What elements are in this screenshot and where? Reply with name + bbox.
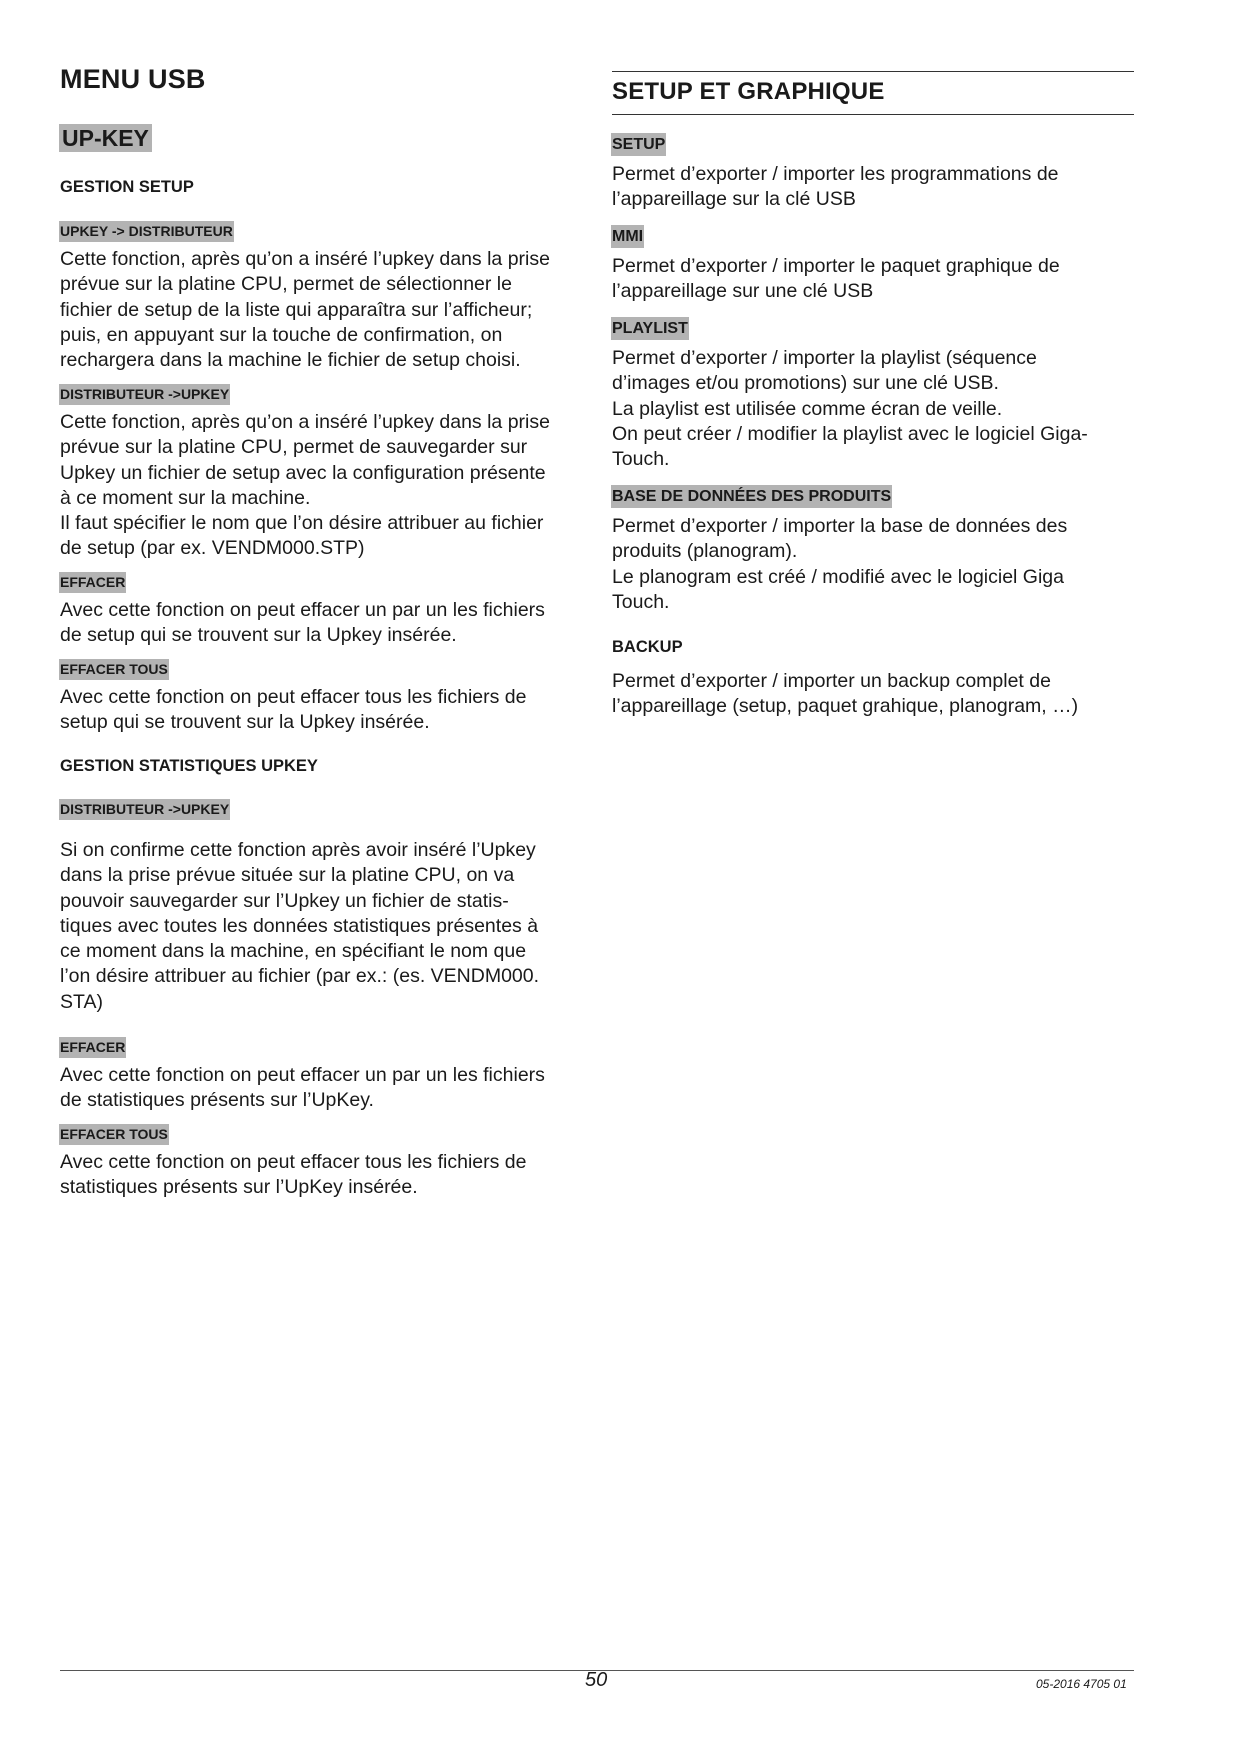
tag-mmi: MMI (611, 225, 644, 248)
paragraph-effacer-tous (60, 685, 588, 736)
text-line: Avec cette fonction on peut effacer tous les fichiers de (60, 686, 527, 708)
text-line: STA) (60, 990, 103, 1013)
paragraph-distributeur-upkey-stats (60, 838, 588, 1015)
text-line: produits (planogram). (612, 540, 798, 563)
tag-setup: SETUP (611, 133, 666, 156)
subheading-gestion-statistiques: GESTION STATISTIQUES UPKEY (60, 757, 318, 775)
document-code: 05-2016 4705 01 (1036, 1677, 1127, 1691)
text-line: ce moment dans la machine, en spécifiant le nom que (60, 940, 527, 963)
text-line: l’appareillage sur la clé USB (612, 188, 856, 211)
tag-distributeur-upkey: DISTRIBUTEUR ->UPKEY (59, 384, 230, 405)
text-line: prévue sur la platine CPU, permet de sauvegarder sur (60, 436, 528, 459)
heading-rule-top (612, 71, 1134, 72)
text-line: à ce moment sur la machine. (60, 486, 311, 509)
paragraph-distributeur-upkey (60, 410, 588, 562)
tag-distributeur-upkey-stats: DISTRIBUTEUR ->UPKEY (59, 799, 230, 820)
text-line: Permet d’exporter / importer la base de données des (612, 515, 1068, 537)
text-line: Avec cette fonction on peut effacer un par un les fichiers (60, 599, 545, 621)
text-line: Permet d’exporter / importer le paquet graphique de (612, 255, 1060, 277)
text-line: Permet d’exporter / importer un backup complet de (612, 670, 1051, 692)
text-line: prévue sur la platine CPU, permet de sélectionner le (60, 273, 512, 296)
heading-rule-bottom (612, 114, 1134, 115)
paragraph-effacer-tous-stats (60, 1150, 588, 1201)
paragraph-base-donnees (612, 514, 1134, 615)
text-line: La playlist est utilisée comme écran de veille. (612, 397, 1003, 420)
text-line: On peut créer / modifier la playlist avec le logiciel Giga- (612, 422, 1088, 445)
text-line: Avec cette fonction on peut effacer tous les fichiers de (60, 1151, 527, 1173)
text-line: Permet d’exporter / importer la playlist (séquence (612, 347, 1037, 369)
text-line: Il faut spécifier le nom que l’on désire attribuer au fichier (60, 512, 544, 535)
text-line: Cette fonction, après qu’on a inséré l’upkey dans la prise (60, 248, 550, 270)
text-line: pouvoir sauvegarder sur l’Upkey un fichier de statis- (60, 889, 509, 912)
paragraph-effacer (60, 598, 588, 649)
section-heading-setup-graphique: SETUP ET GRAPHIQUE (612, 78, 885, 105)
text-line: l’on désire attribuer au fichier (par ex.: (es. VENDM000. (60, 965, 540, 988)
text-line: statistiques présents sur l’UpKey insérée. (60, 1176, 418, 1199)
tag-effacer-stats: EFFACER (59, 1037, 126, 1058)
paragraph-playlist (612, 346, 1134, 472)
text-line: Si on confirme cette fonction après avoir inséré l’Upkey (60, 839, 536, 861)
tag-base-donnees: BASE DE DONNÉES DES PRODUITS (611, 485, 892, 508)
text-line: Touch. (612, 448, 670, 471)
text-line: de setup (par ex. VENDM000.STP) (60, 537, 365, 560)
text-line: Avec cette fonction on peut effacer un par un les fichiers (60, 1064, 545, 1086)
page-title: MENU USB (60, 64, 206, 94)
text-line: Le planogram est créé / modifié avec le logiciel Giga (612, 565, 1064, 588)
text-line: d’images et/ou promotions) sur une clé USB. (612, 372, 999, 395)
paragraph-effacer-stats (60, 1063, 588, 1114)
tag-effacer-tous-stats: EFFACER TOUS (59, 1124, 169, 1145)
paragraph-setup (612, 162, 1134, 213)
text-line: puis, en appuyant sur la touche de confirmation, on (60, 323, 503, 346)
text-line: fichier de setup de la liste qui apparaîtra sur l’afficheur; (60, 298, 533, 321)
text-line: de statistiques présents sur l’UpKey. (60, 1089, 374, 1112)
text-line: Touch. (612, 590, 670, 613)
tag-effacer-tous: EFFACER TOUS (59, 659, 169, 680)
text-line: de setup qui se trouvent sur la Upkey insérée. (60, 624, 457, 647)
tag-effacer: EFFACER (59, 572, 126, 593)
tag-upkey-distributeur: UPKEY -> DISTRIBUTEUR (59, 221, 234, 242)
text-line: Permet d’exporter / importer les programmations de (612, 163, 1059, 185)
text-line: rechargera dans la machine le fichier de setup choisi. (60, 349, 521, 372)
subheading-gestion-setup: GESTION SETUP (60, 178, 194, 196)
paragraph-upkey-distributeur (60, 247, 588, 373)
text-line: setup qui se trouvent sur la Upkey insérée. (60, 711, 430, 734)
paragraph-backup (612, 669, 1134, 720)
text-line: l’appareillage sur une clé USB (612, 280, 874, 303)
page-number: 50 (585, 1669, 608, 1691)
text-line: Upkey un fichier de setup avec la configuration présente (60, 461, 546, 484)
text-line: tiques avec toutes les données statistiques présentes à (60, 914, 539, 937)
section-heading-upkey: UP-KEY (59, 124, 152, 152)
tag-playlist: PLAYLIST (611, 317, 689, 340)
subheading-backup: BACKUP (612, 638, 683, 656)
text-line: l’appareillage (setup, paquet grahique, planogram, …) (612, 695, 1079, 718)
text-line: dans la prise prévue située sur la platine CPU, on va (60, 864, 515, 887)
text-line: Cette fonction, après qu’on a inséré l’upkey dans la prise (60, 411, 550, 433)
paragraph-mmi (612, 254, 1134, 305)
